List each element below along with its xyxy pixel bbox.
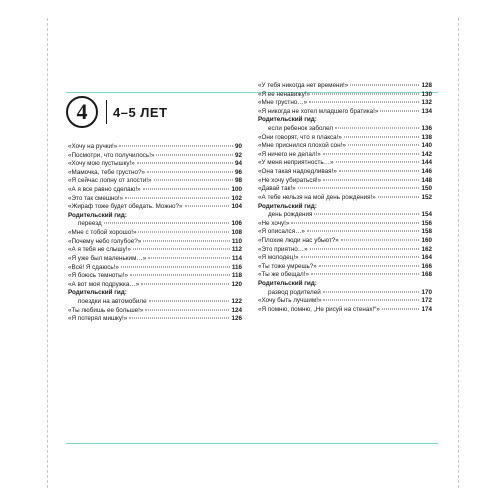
- toc-entry[interactable]: [68, 160, 242, 169]
- toc-entry-title: «У тебя никогда нет времени!»: [258, 82, 349, 89]
- toc-entry[interactable]: [258, 228, 432, 237]
- toc-page-number: 146: [421, 168, 432, 176]
- toc-entry[interactable]: [258, 194, 432, 203]
- toc-page-number: 114: [231, 254, 242, 262]
- toc-entry[interactable]: [258, 211, 432, 220]
- toc-page-number: 140: [421, 142, 432, 150]
- toc-page-number: 124: [231, 306, 242, 314]
- toc-dot-leader: [119, 146, 233, 147]
- toc-entry-title: «Всё! Я сдаюсь!»: [68, 263, 119, 271]
- toc-page-number: 94: [234, 160, 242, 168]
- bottom-rule: [66, 443, 438, 444]
- toc-page-number: 168: [421, 271, 432, 279]
- toc-entry-title: «А вот моя подружка…»: [68, 280, 140, 288]
- toc-page-number: 96: [234, 168, 242, 176]
- toc-entry[interactable]: [258, 246, 432, 255]
- toc-entry-title: переезд: [78, 220, 102, 228]
- toc-page-number: 118: [231, 272, 242, 280]
- toc-entry-title: если ребенок заболел: [268, 125, 334, 133]
- toc-dot-leader: [185, 206, 230, 207]
- toc-dot-leader: [310, 248, 420, 249]
- toc-entry-title: «Мне приснился плохой сон!»: [258, 142, 346, 150]
- toc-entry[interactable]: [258, 185, 432, 194]
- toc-page-number: 158: [421, 228, 432, 236]
- toc-section-heading: Родительский гид:: [68, 289, 127, 297]
- toc-entry[interactable]: [68, 298, 242, 307]
- toc-dot-leader: [130, 275, 230, 276]
- toc-dot-leader: [154, 180, 233, 181]
- toc-page-number: 132: [421, 99, 432, 107]
- toc-dot-leader: [125, 197, 229, 198]
- toc-entry[interactable]: [68, 229, 242, 238]
- toc-entry-title: «Я ничего не делал!»: [258, 150, 321, 158]
- toc-dot-leader: [335, 128, 419, 129]
- toc-dot-leader: [291, 222, 419, 223]
- toc-dot-leader: [137, 163, 233, 164]
- toc-dot-leader: [104, 223, 230, 224]
- toc-entry[interactable]: [68, 152, 242, 161]
- toc-entry-title: «Они говорят, что я плакса!»: [258, 133, 342, 141]
- toc-entry-title: «Хочу мою пустышку!»: [68, 160, 135, 168]
- toc-entry[interactable]: [258, 82, 432, 91]
- toc-entry-title: «Хочу на ручки!»: [68, 143, 118, 150]
- toc-entry[interactable]: [258, 254, 432, 263]
- toc-dot-leader: [307, 231, 420, 232]
- toc-page-number: 136: [421, 125, 432, 133]
- toc-entry[interactable]: [68, 307, 242, 316]
- toc-page-number: 152: [421, 193, 432, 201]
- toc-page-number: 98: [234, 177, 242, 185]
- toc-entry-title: «Я потерял мишку!»: [68, 315, 128, 323]
- toc-page-number: 138: [421, 133, 432, 141]
- toc-entry[interactable]: [68, 195, 242, 204]
- toc-page-number: 142: [421, 150, 432, 158]
- toc-entry-title: «Я помню, помню, „Не рисуй на стенах!“»: [258, 305, 380, 313]
- toc-entry[interactable]: [258, 91, 432, 100]
- toc-page-number: 126: [231, 315, 242, 323]
- toc-dot-leader: [312, 93, 419, 94]
- toc-page-number: 154: [421, 211, 432, 219]
- toc-page-number: 166: [421, 262, 432, 270]
- toc-dot-leader: [323, 179, 419, 180]
- toc-entry[interactable]: [68, 220, 242, 229]
- toc-entry[interactable]: [258, 125, 432, 134]
- toc-entry[interactable]: [68, 255, 242, 264]
- toc-dot-leader: [378, 196, 420, 197]
- toc-dot-leader: [336, 162, 420, 163]
- toc-dot-leader: [156, 154, 233, 155]
- toc-entry[interactable]: [68, 186, 242, 195]
- toc-entry[interactable]: [68, 177, 242, 186]
- toc-dot-leader: [314, 214, 419, 215]
- toc-entry-title: «Это так смешно!»: [68, 194, 124, 202]
- toc-dot-leader: [323, 153, 420, 154]
- toc-page-number: 156: [421, 219, 432, 227]
- toc-entry-title: «Почему небо голубое?»: [68, 237, 142, 245]
- toc-page-number: 110: [231, 237, 242, 245]
- toc-entry[interactable]: [258, 99, 432, 108]
- toc-dot-leader: [301, 257, 420, 258]
- toc-page-number: 100: [231, 186, 242, 194]
- toc-entry-title: «Не хочу убираться!»: [258, 176, 322, 184]
- toc-entry[interactable]: [258, 237, 432, 246]
- toc-dot-leader: [323, 300, 419, 301]
- toc-entry-title: «Я сейчас лопну от злости!»: [68, 177, 152, 185]
- toc-entry[interactable]: [258, 220, 432, 229]
- toc-entry-title: «Я уже был маленьким…»: [68, 254, 147, 262]
- toc-page-number: 174: [421, 305, 432, 313]
- toc-entry-title: «Хочу быть лучшим!»: [258, 297, 322, 305]
- toc-dot-leader: [344, 136, 420, 137]
- toc-entry[interactable]: [68, 272, 242, 281]
- toc-entry-title: «Я никогда не хотел младшего братика!»: [258, 107, 379, 115]
- toc-dot-leader: [350, 85, 419, 86]
- toc-page-number: 120: [231, 280, 242, 288]
- toc-left-column: [68, 143, 242, 324]
- chapter-number-badge: 4: [66, 96, 98, 128]
- toc-entry[interactable]: [258, 289, 432, 298]
- toc-page-number: 172: [421, 297, 432, 305]
- toc-entry[interactable]: [258, 168, 432, 177]
- toc-dot-leader: [143, 240, 230, 241]
- toc-entry-title: «Жираф тоже будет обедать. Можно?»: [68, 203, 183, 211]
- toc-entry[interactable]: [68, 143, 242, 152]
- toc-dot-leader: [339, 171, 420, 172]
- toc-entry-title: «Плохие люди нас убьют?»: [258, 236, 339, 244]
- toc-entry-title: поездки на автомобиле: [78, 297, 147, 305]
- toc-page-number: 134: [421, 107, 432, 115]
- toc-page-number: 116: [231, 263, 242, 271]
- toc-dot-leader: [147, 171, 233, 172]
- toc-entry-title: «Ты же обещал!»: [258, 271, 309, 279]
- toc-entry-title: «Не хочу!»: [258, 219, 290, 227]
- toc-dot-leader: [148, 257, 230, 258]
- toc-page-number: 148: [421, 176, 432, 184]
- chapter-title: 4–5 ЛЕТ: [113, 104, 168, 120]
- toc-dot-leader: [145, 309, 229, 310]
- toc-entry-title: «Посмотри, что получилось!»: [68, 151, 155, 159]
- toc-entry[interactable]: [258, 151, 432, 160]
- toc-entry-title: «Ты тоже умрешь?»: [258, 262, 317, 270]
- toc-entry-title: «Давай так!»: [258, 185, 296, 193]
- toc-entry-title: «Я боюсь темноты!»: [68, 272, 128, 280]
- toc-entry[interactable]: [258, 134, 432, 143]
- toc-dot-leader: [143, 189, 230, 190]
- chapter-header: [66, 92, 168, 132]
- toc-entry-title: «Она такая надоедливая!»: [258, 168, 337, 176]
- toc-entry-title: «Мне с тобой хорошо!»: [68, 229, 137, 237]
- toc-right-column: [258, 82, 432, 314]
- chapter-divider: [106, 100, 107, 124]
- toc-entry[interactable]: [68, 203, 242, 212]
- toc-entry-title: «У меня неприятность…»: [258, 159, 334, 167]
- toc-page-number: 108: [231, 229, 242, 237]
- toc-entry-title: «А тебе нельзя на мой день рождения!»: [258, 193, 376, 201]
- toc-dot-leader: [133, 249, 230, 250]
- toc-page-number: 104: [231, 203, 242, 211]
- toc-page-number: 102: [231, 194, 242, 202]
- toc-dot-leader: [311, 274, 420, 275]
- toc-dot-leader: [298, 188, 420, 189]
- toc-entry-title: «Я описался…»: [258, 228, 305, 236]
- toc-entry-title: «Это приятно…»: [258, 245, 308, 253]
- toc-section-heading: Родительский гид:: [258, 116, 317, 124]
- toc-entry-title: «Я ее ненавижу!»: [258, 90, 311, 98]
- toc-dot-leader: [309, 102, 419, 103]
- toc-dot-leader: [149, 300, 230, 301]
- toc-entry[interactable]: [68, 315, 242, 324]
- toc-dot-leader: [141, 283, 229, 284]
- toc-page-number: 92: [234, 151, 242, 159]
- toc-entry-title: «А я все равно сделаю!»: [68, 186, 141, 194]
- toc-page-number: 144: [421, 159, 432, 167]
- toc-entry-title: развод родителей: [268, 288, 321, 296]
- toc-entry-title: день рождения: [268, 211, 313, 219]
- toc-entry-title: «А я тебя не слышу!»: [68, 246, 132, 254]
- toc-dot-leader: [382, 308, 420, 309]
- toc-dot-leader: [348, 145, 420, 146]
- toc-entry[interactable]: [258, 159, 432, 168]
- toc-dot-leader: [323, 291, 420, 292]
- toc-section-heading: Родительский гид:: [68, 211, 127, 219]
- toc-entry-title: «Мамочка, тебе грустно?»: [68, 168, 146, 176]
- toc-entry-title: «Ты любишь ее больше!»: [68, 306, 144, 314]
- toc-page-number: 170: [421, 288, 432, 296]
- toc-dot-leader: [121, 266, 230, 267]
- toc-page-number: 150: [421, 185, 432, 193]
- toc-dot-leader: [319, 265, 420, 266]
- toc-page-number: 106: [231, 220, 242, 228]
- toc-entry[interactable]: [68, 264, 242, 273]
- toc-dot-leader: [380, 110, 419, 111]
- toc-page-number: 128: [421, 82, 432, 89]
- toc-page-number: 122: [231, 297, 242, 305]
- toc-section-heading: Родительский гид:: [258, 202, 317, 210]
- toc-entry-title: «Я молодец!»: [258, 254, 299, 262]
- toc-page-number: 112: [231, 246, 242, 254]
- toc-dot-leader: [129, 318, 229, 319]
- toc-page-number: 164: [421, 254, 432, 262]
- toc-entry[interactable]: [258, 297, 432, 306]
- toc-entry[interactable]: [258, 271, 432, 280]
- toc-entry-title: «Мне грустно…»: [258, 99, 308, 107]
- toc-dot-leader: [341, 239, 420, 240]
- toc-page-number: 90: [234, 143, 242, 150]
- toc-page-number: 160: [421, 236, 432, 244]
- toc-section-heading: Родительский гид:: [258, 280, 317, 288]
- toc-page-number: 162: [421, 245, 432, 253]
- toc-dot-leader: [138, 232, 229, 233]
- toc-entry[interactable]: [258, 142, 432, 151]
- toc-entry[interactable]: [68, 246, 242, 255]
- toc-page-number: 130: [421, 90, 432, 98]
- toc-entry[interactable]: [258, 306, 432, 315]
